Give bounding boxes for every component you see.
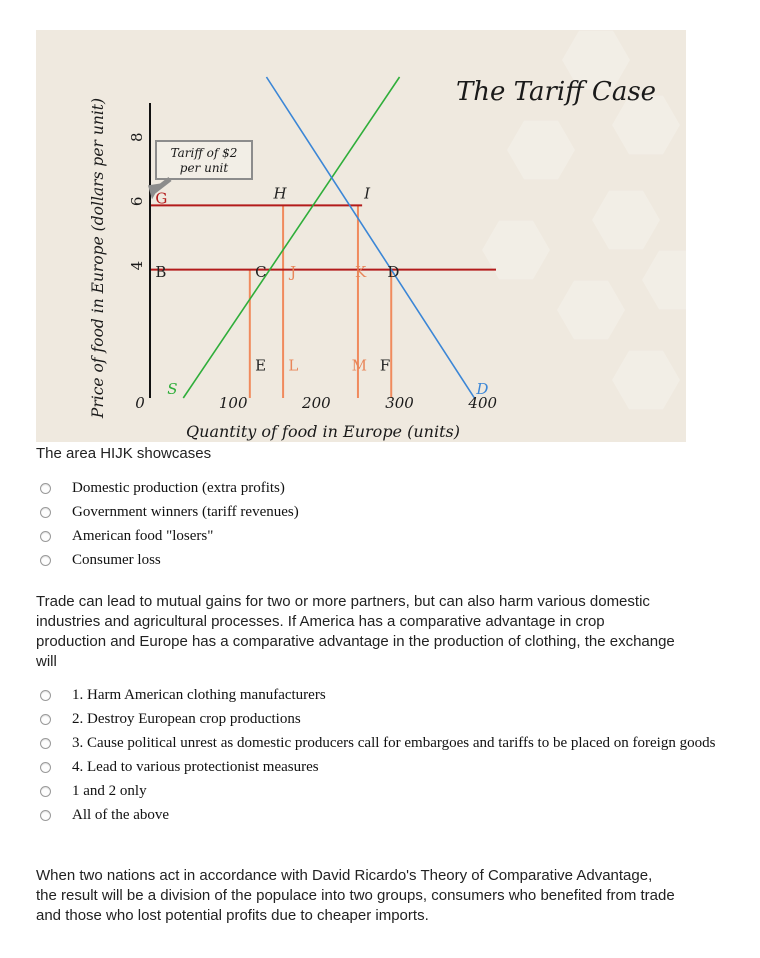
radio-button[interactable]	[40, 762, 51, 773]
point-label-D: D	[387, 263, 400, 282]
x-tick-label: 100	[218, 394, 248, 412]
q2-option[interactable]: 2. Destroy European crop productions	[36, 709, 732, 729]
point-label-E: E	[255, 356, 267, 375]
chart-title: The Tariff Case	[455, 77, 657, 107]
y-tick-label: 8	[128, 132, 146, 142]
point-label-I: I	[364, 184, 371, 203]
radio-button[interactable]	[40, 738, 51, 749]
point-label-G: G	[155, 189, 168, 208]
chart-svg	[36, 30, 686, 442]
radio-button[interactable]	[40, 786, 51, 797]
tariff-annotation-line1: Tariff of $2	[170, 146, 238, 160]
y-axis-label: Price of food in Europe (dollars per unit)	[89, 97, 107, 419]
q1-option[interactable]: Domestic production (extra profits)	[36, 478, 732, 498]
point-label-B: B	[155, 263, 167, 282]
q2-option[interactable]: 1. Harm American clothing manufacturers	[36, 685, 732, 705]
point-label-K: K	[354, 263, 367, 282]
question-3-prompt: When two nations act in accordance with David Ricardo's Theory of Comparative Advantage, the result will be a division of the populace into two groups, consumers who benefited from trade and those who lost potential profits due to cheaper imports.	[36, 867, 675, 924]
q1-option[interactable]: Consumer loss	[36, 550, 732, 570]
supply-label: S	[167, 380, 178, 398]
point-label-C: C	[255, 263, 267, 282]
y-tick-label: 4	[128, 260, 146, 271]
question-1-options	[36, 478, 732, 574]
radio-button[interactable]	[40, 531, 51, 542]
radio-button[interactable]	[40, 690, 51, 701]
tariff-annotation-line2: per unit	[179, 161, 229, 175]
radio-button[interactable]	[40, 810, 51, 821]
q1-option[interactable]: Government winners (tariff revenues)	[36, 502, 732, 522]
point-label-J: J	[290, 263, 297, 282]
x-tick-label: 400	[468, 394, 498, 412]
radio-button[interactable]	[40, 714, 51, 725]
point-label-L: L	[288, 356, 299, 375]
point-label-F: F	[379, 356, 391, 375]
x-tick-label: 300	[385, 394, 414, 412]
radio-button[interactable]	[40, 483, 51, 494]
demand-label: D	[476, 380, 489, 398]
question-2-prompt: Trade can lead to mutual gains for two or more partners, but can also harm various domestic industries and agricultural processes. If America has a comparative advantage in crop production and Europe has a comparative advantage in the production of clothing, the exchange will	[36, 593, 675, 670]
x-axis-label: Quantity of food in Europe (units)	[186, 422, 460, 441]
q2-option[interactable]: 1 and 2 only	[36, 781, 732, 801]
q2-option[interactable]: 3. Cause political unrest as domestic producers call for embargoes and tariffs to be placed on foreign goods	[36, 733, 732, 753]
tariff-chart	[36, 30, 686, 442]
question-2-options	[36, 685, 732, 829]
radio-button[interactable]	[40, 555, 51, 566]
radio-button[interactable]	[40, 507, 51, 518]
point-label-M: M	[351, 356, 367, 375]
x-tick-label: 0	[135, 394, 145, 412]
question-1-prompt: The area HIJK showcases	[36, 445, 212, 462]
y-tick-label: 6	[128, 196, 146, 207]
x-tick-label: 200	[302, 394, 331, 412]
q1-option[interactable]: American food "losers"	[36, 526, 732, 546]
q2-option[interactable]: 4. Lead to various protectionist measures	[36, 757, 732, 777]
q2-option[interactable]: All of the above	[36, 805, 732, 825]
point-label-H: H	[273, 184, 287, 203]
